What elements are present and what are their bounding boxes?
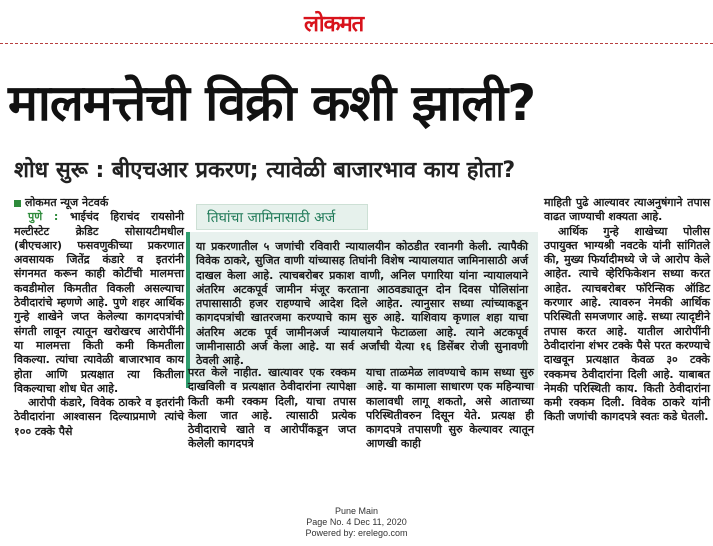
- column-1-paragraph-1: [14, 210, 184, 396]
- dateline-city: पुणे :: [28, 210, 59, 224]
- column-1-text-1: भाईचंद हिराचंद रायसोनी मल्टीस्टेट क्रेडिट सोसायटीमधील (बीएचआर) फसवणुकीच्या प्रकरणात अवसायक जितेंद्र कंडारे व इतरांनी संगनमत करून काही कोटींची मालमत्ता कवडीमोल किमतीत विकली असल्याचा ठेवीदारांचे म्हणणे आहे. पुणे शहर आर्थिक गुन्हे शाखेने जप्त केलेल्या कागदपत्रांची संगती लावून त्यातून खरोखरच आरोपींनी या मालमत्ता किती कमी किमतीला विकल्या. त्यांचा त्यावेळी बाजारभाव काय होता आणि प्रत्यक्षात त्या कितीला विकल्याचा शोध घेत आहे.: [14, 210, 184, 395]
- column-2: [188, 366, 356, 452]
- headline: मालमत्तेची विक्री कशी झाली?: [8, 74, 536, 132]
- masthead: [0, 10, 713, 38]
- byline-square-icon: [14, 200, 21, 207]
- byline-text: लोकमत न्यूज नेटवर्क: [25, 196, 109, 209]
- column-3: [366, 366, 534, 452]
- sidebar-box-accent: [186, 232, 190, 388]
- lokmat-logo: लोकमत: [304, 11, 364, 37]
- column-4-paragraph-2: आर्थिक गुन्हे शाखेच्या पोलीस उपायुक्त भाग्यश्री नवटके यांनी सांगितले की, मुख्य फिर्यादीमध्ये जे जे आरोप केले आहेत. त्याचे व्हेरिफिकेशन सध्या करत आहेत. त्याचबरोबर फॉरेन्सिक ऑडिट करणार आहे. त्यावरुन नेमकी आर्थिक परिस्थिती समजणार आहे. सध्या त्यादृष्टीने तपास करत आहे. यातील आरोपींनी ठेवीदारांना शंभर टक्के पैसे परत करण्याचे दाखवून प्रत्यक्षात केवळ ३० टक्के रक्कमच ठेवीदारांना दिली आहे. याबाबत नेमकी परिस्थिती काय. किती ठेवीदारांना कमी रक्कम दिली. विवेक ठाकरे यांनी किती जणांची कागदपत्रे स्वतः कडे घेतली.: [544, 224, 710, 424]
- sidebar-box: [186, 204, 538, 368]
- column-2-text: परत केले नाहीत. खात्यावर एक रक्कम दाखविली व प्रत्यक्षात ठेवीदारांना त्यापेक्षा किती कमी रक्कम दिली, याचा तपास केला जात आहे. त्यासाठी प्रत्येक ठेवीदाराचे खाते व आरोपींकडून जप्त केलेली कागदपत्रे: [188, 366, 356, 451]
- footer-page-date: Page No. 4 Dec 11, 2020: [306, 517, 407, 527]
- sidebar-box-title: तिघांचा जामिनासाठी अर्ज: [196, 204, 368, 230]
- column-1-paragraph-2: आरोपी कंडारे, विवेक ठाकरे व इतरांनी ठेवीदारांना आश्वासन दिल्याप्रमाणे त्यांचे १०० टक्के पैसे: [14, 396, 184, 438]
- footer-powered-by: Powered by: erelego.com: [305, 528, 408, 538]
- column-4: [544, 196, 710, 425]
- subheadline: शोध सुरू : बीएचआर प्रकरण; त्यावेळी बाजारभाव काय होता?: [14, 158, 516, 183]
- column-3-text: याचा ताळमेळ लावण्याचे काम सध्या सुरु आहे. या कामाला साधारण एक महिन्याचा कालावधी लागू शकतो, असे आताच्या परिस्थितीवरुन दिसून येते. प्रत्यक्ष ही कागदपत्रे तपासणी सुरु केल्यावर त्यातून आणखी काही: [366, 366, 534, 451]
- column-4-paragraph-1: माहिती पुढे आल्यावर त्याअनुषंगाने तपास वाढत जाण्याची शक्यता आहे.: [544, 196, 710, 224]
- footer-edition: Pune Main: [334, 506, 379, 516]
- byline: [14, 196, 184, 210]
- column-1: [14, 196, 184, 439]
- masthead-rule: [0, 43, 713, 44]
- sidebar-box-body: या प्रकरणातील ५ जणांची रविवारी न्यायालयीन कोठडीत रवानगी केली. त्यापैकी विवेक ठाकरे, सुजित वाणी यांच्यासह तिघांनी विशेष न्यायालयात जामिनासाठी अर्ज दाखल केला आहे. त्याचबरोबर प्रकाश वाणी, अनिल पगारिया यांना न्यायालयाने अंतरिम अटकपूर्व जामीन मंजूर करताना आठवड्यातून दोन दिवस पोलिसांना तपासासाठी हजर राहण्याचे आदेश दिले आहेत. त्यानुसार सध्या त्यांच्याकडून कागदपत्रांची खातरजमा करण्याचे काम सुरु आहे. याशिवाय कृणाल शहा याचा अंतरिम अटक पूर्व जामीनअर्ज न्यायालयाने फेटाळला आहे. त्याने अटकपूर्व जामीनासाठी अर्ज केला आहे. या सर्व अर्जांची येत्या १६ डिसेंबर रोजी सुनावणी ठेवली आहे.: [186, 232, 538, 388]
